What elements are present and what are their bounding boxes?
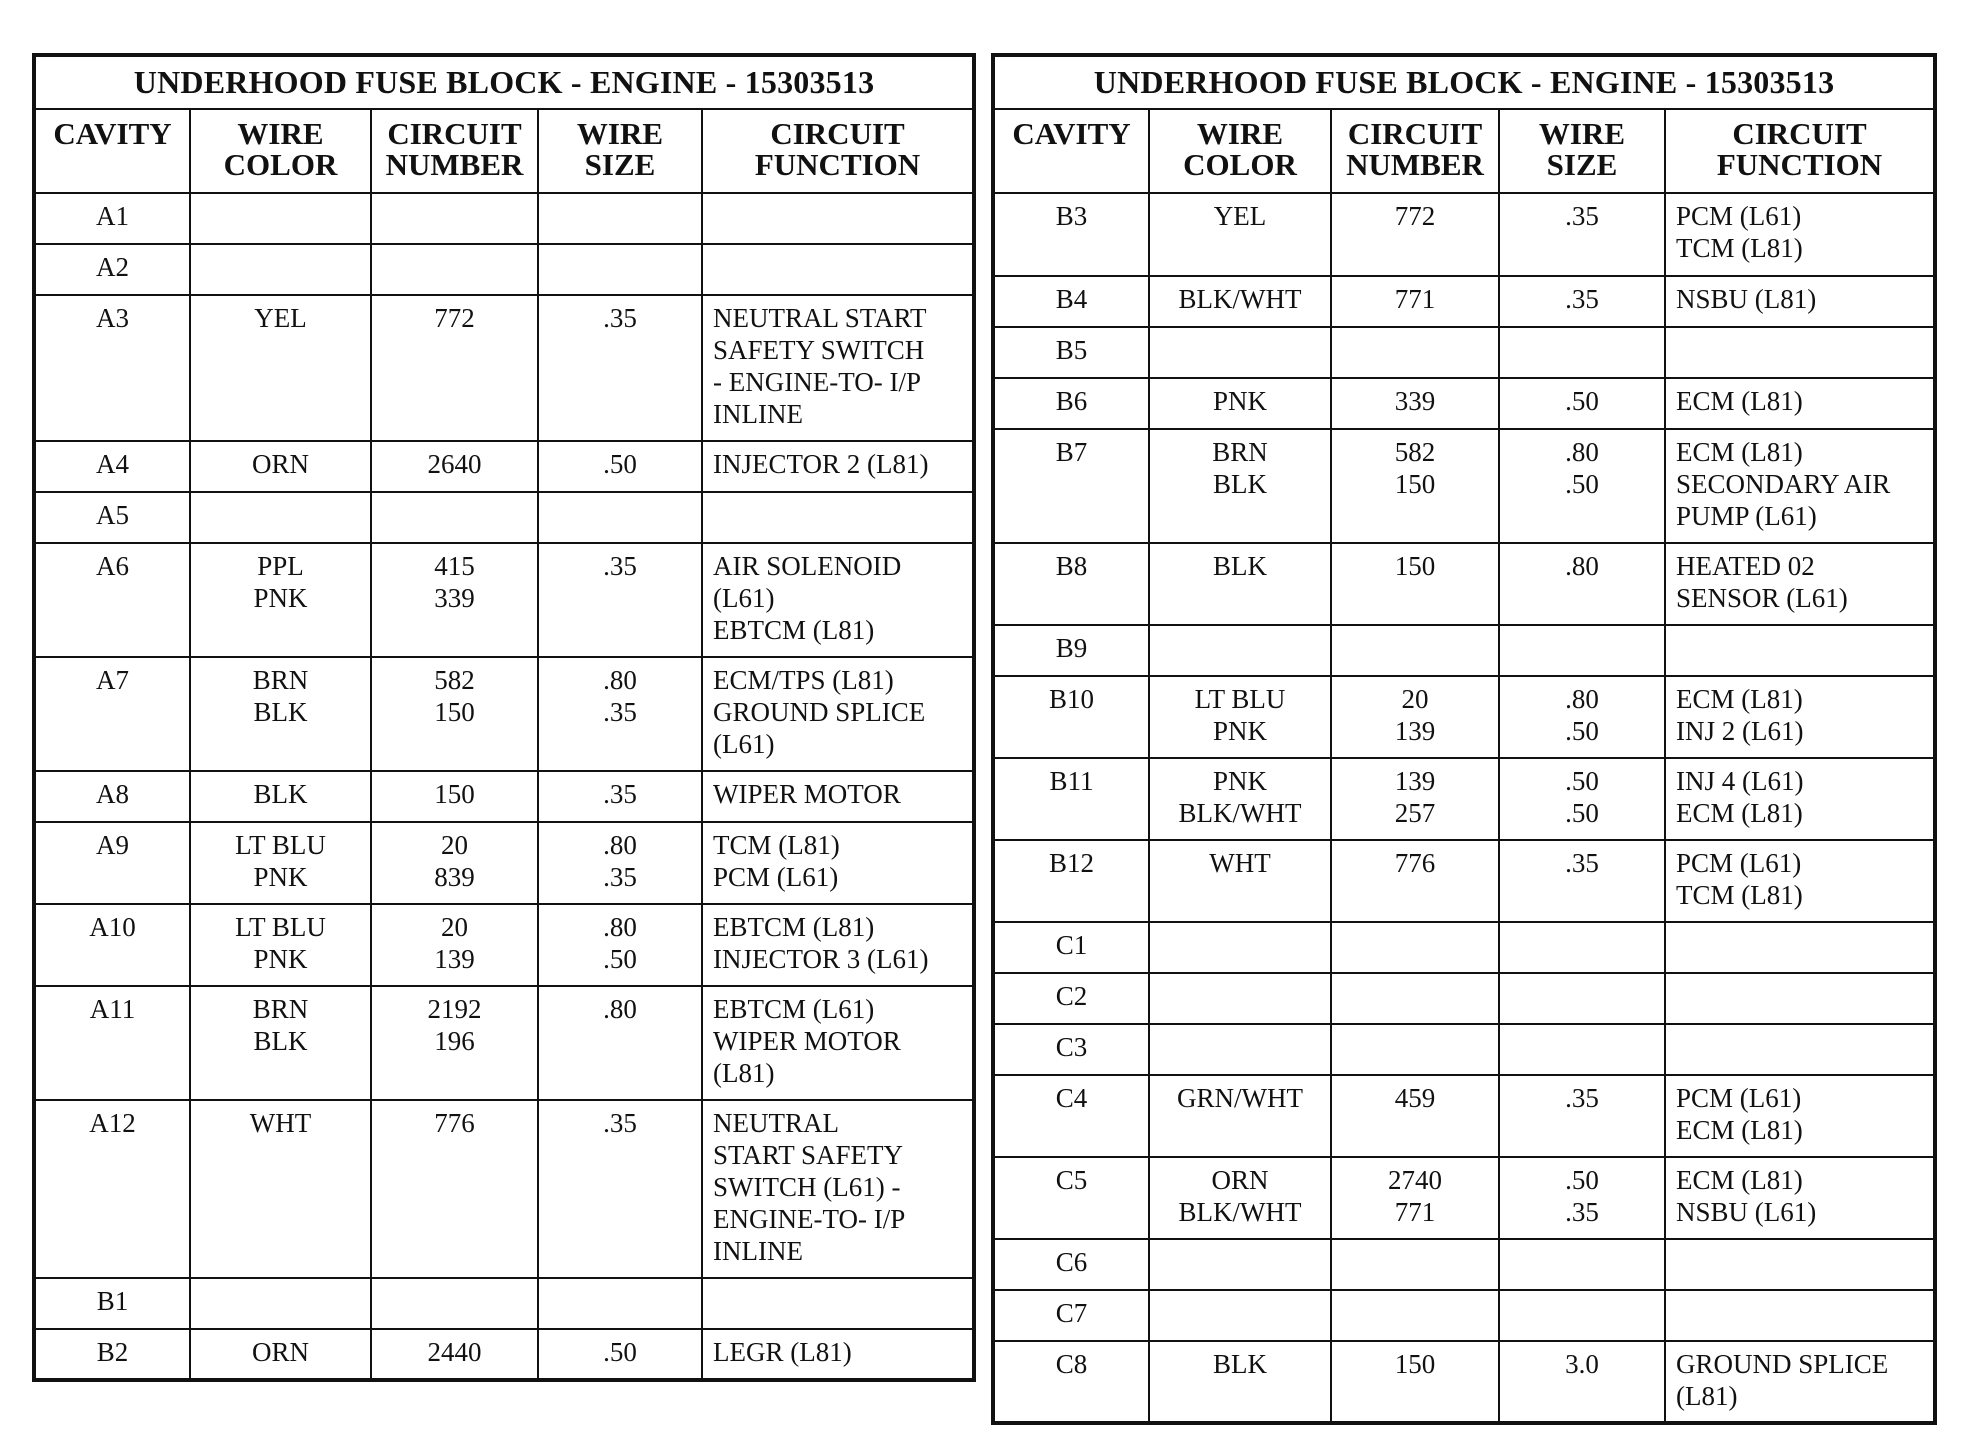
circuit-function-cell <box>702 244 974 295</box>
table-row <box>34 986 974 1100</box>
wire-size-cell: .35 <box>1499 1075 1665 1157</box>
wire-color-cell <box>190 492 371 543</box>
header-wire-size: WIRE SIZE <box>538 109 702 193</box>
wire-color-cell: PPL PNK <box>190 543 371 657</box>
circuit-function-cell: TCM (L81) PCM (L61) <box>702 822 974 904</box>
table-row <box>993 378 1935 429</box>
table-row <box>993 625 1935 676</box>
fuse-block-table-right <box>991 53 1937 1425</box>
wire-color-cell: LT BLU PNK <box>190 822 371 904</box>
circuit-number-cell: 776 <box>371 1100 538 1278</box>
cavity-cell: A10 <box>34 904 190 986</box>
table-row <box>993 1024 1935 1075</box>
table-title: UNDERHOOD FUSE BLOCK - ENGINE - 15303513 <box>993 55 1935 109</box>
circuit-function-cell: EBTCM (L61) WIPER MOTOR (L81) <box>702 986 974 1100</box>
cavity-cell: B7 <box>993 429 1149 543</box>
wire-size-cell <box>538 492 702 543</box>
circuit-number-cell: 139 257 <box>1331 758 1499 840</box>
circuit-function-cell: INJECTOR 2 (L81) <box>702 441 974 492</box>
table-row <box>993 543 1935 625</box>
table-row <box>34 822 974 904</box>
wire-size-cell: .50 <box>538 441 702 492</box>
table-row <box>993 1157 1935 1239</box>
wire-size-cell <box>1499 625 1665 676</box>
cavity-cell: A11 <box>34 986 190 1100</box>
table-row <box>34 295 974 441</box>
circuit-number-cell <box>1331 1024 1499 1075</box>
cavity-cell: A4 <box>34 441 190 492</box>
cavity-cell: B9 <box>993 625 1149 676</box>
circuit-function-cell <box>1665 1024 1935 1075</box>
table-row <box>993 1341 1935 1423</box>
cavity-cell: B3 <box>993 193 1149 276</box>
circuit-number-cell <box>371 492 538 543</box>
circuit-function-cell <box>1665 327 1935 378</box>
wire-color-cell: WHT <box>1149 840 1331 922</box>
wire-color-cell: ORN <box>190 441 371 492</box>
cavity-cell: B2 <box>34 1329 190 1380</box>
circuit-number-cell: 150 <box>1331 1341 1499 1423</box>
circuit-number-cell: 339 <box>1331 378 1499 429</box>
wire-color-cell: WHT <box>190 1100 371 1278</box>
wire-size-cell <box>1499 922 1665 973</box>
wire-size-cell: .80 .50 <box>538 904 702 986</box>
wire-size-cell: .35 <box>1499 193 1665 276</box>
table-row <box>993 973 1935 1024</box>
table-row <box>34 492 974 543</box>
circuit-function-cell: ECM (L81) NSBU (L61) <box>1665 1157 1935 1239</box>
table-row <box>993 922 1935 973</box>
wire-color-cell <box>1149 1290 1331 1341</box>
circuit-number-cell <box>371 193 538 244</box>
circuit-number-cell <box>1331 1239 1499 1290</box>
wire-size-cell: .35 <box>1499 276 1665 327</box>
table-row <box>993 676 1935 758</box>
wire-size-cell: .80 <box>1499 543 1665 625</box>
circuit-number-cell <box>1331 922 1499 973</box>
cavity-cell: B4 <box>993 276 1149 327</box>
circuit-number-cell <box>1331 625 1499 676</box>
wire-size-cell <box>1499 973 1665 1024</box>
table-header-row <box>34 109 974 193</box>
wire-size-cell <box>1499 1239 1665 1290</box>
wire-color-cell: LT BLU PNK <box>190 904 371 986</box>
cavity-cell: A12 <box>34 1100 190 1278</box>
circuit-function-cell: NEUTRAL START SAFETY SWITCH (L61) - ENGINE-TO- I/P INLINE <box>702 1100 974 1278</box>
table-row <box>34 771 974 822</box>
wire-size-cell: .80 .35 <box>538 822 702 904</box>
wire-size-cell: .80 .50 <box>1499 676 1665 758</box>
wire-color-cell: PNK BLK/WHT <box>1149 758 1331 840</box>
wire-color-cell: BRN BLK <box>190 986 371 1100</box>
table-row <box>34 904 974 986</box>
wire-size-cell: .50 <box>1499 378 1665 429</box>
wire-size-cell <box>538 1278 702 1329</box>
circuit-function-cell: WIPER MOTOR <box>702 771 974 822</box>
circuit-function-cell <box>1665 625 1935 676</box>
wire-size-cell: .80 <box>538 986 702 1100</box>
wire-size-cell: .35 <box>538 295 702 441</box>
circuit-number-cell: 20 839 <box>371 822 538 904</box>
header-wire-color: WIRE COLOR <box>1149 109 1331 193</box>
circuit-function-cell: GROUND SPLICE (L81) <box>1665 1341 1935 1423</box>
cavity-cell: C5 <box>993 1157 1149 1239</box>
wire-color-cell: YEL <box>190 295 371 441</box>
table-row <box>34 543 974 657</box>
circuit-function-cell: PCM (L61) TCM (L81) <box>1665 193 1935 276</box>
cavity-cell: C6 <box>993 1239 1149 1290</box>
wire-color-cell <box>190 1278 371 1329</box>
circuit-number-cell <box>371 1278 538 1329</box>
circuit-function-cell <box>1665 973 1935 1024</box>
cavity-cell: A8 <box>34 771 190 822</box>
wire-color-cell: BRN BLK <box>190 657 371 771</box>
header-wire-size: WIRE SIZE <box>1499 109 1665 193</box>
table-row <box>34 1278 974 1329</box>
wire-color-cell <box>190 193 371 244</box>
wire-size-cell <box>1499 327 1665 378</box>
table-row <box>993 758 1935 840</box>
table-row <box>993 1290 1935 1341</box>
table-title-row <box>34 55 974 109</box>
wire-color-cell: BLK <box>190 771 371 822</box>
table-row <box>34 1100 974 1278</box>
wire-size-cell: .35 <box>538 1100 702 1278</box>
wire-size-cell: .50 <box>538 1329 702 1380</box>
cavity-cell: C1 <box>993 922 1149 973</box>
circuit-function-cell: LEGR (L81) <box>702 1329 974 1380</box>
wire-size-cell: .50 .50 <box>1499 758 1665 840</box>
wire-color-cell: BLK <box>1149 543 1331 625</box>
circuit-function-cell <box>1665 922 1935 973</box>
wire-color-cell: BLK/WHT <box>1149 276 1331 327</box>
cavity-cell: B1 <box>34 1278 190 1329</box>
circuit-number-cell: 772 <box>1331 193 1499 276</box>
circuit-function-cell <box>702 492 974 543</box>
table-row <box>34 193 974 244</box>
wire-color-cell <box>1149 922 1331 973</box>
cavity-cell: A9 <box>34 822 190 904</box>
circuit-function-cell <box>1665 1239 1935 1290</box>
table-row <box>993 1075 1935 1157</box>
circuit-number-cell: 20 139 <box>371 904 538 986</box>
circuit-number-cell <box>1331 1290 1499 1341</box>
wire-color-cell <box>1149 1024 1331 1075</box>
table-row <box>993 327 1935 378</box>
cavity-cell: C4 <box>993 1075 1149 1157</box>
circuit-function-cell: PCM (L61) TCM (L81) <box>1665 840 1935 922</box>
cavity-cell: C3 <box>993 1024 1149 1075</box>
table-row <box>993 840 1935 922</box>
cavity-cell: C7 <box>993 1290 1149 1341</box>
table-body <box>34 193 974 1380</box>
circuit-number-cell: 415 339 <box>371 543 538 657</box>
cavity-cell: A3 <box>34 295 190 441</box>
header-circuit-number: CIRCUIT NUMBER <box>1331 109 1499 193</box>
wire-size-cell: .35 <box>1499 840 1665 922</box>
circuit-function-cell: EBTCM (L81) INJECTOR 3 (L61) <box>702 904 974 986</box>
circuit-number-cell: 771 <box>1331 276 1499 327</box>
table-title-row <box>993 55 1935 109</box>
circuit-number-cell <box>371 244 538 295</box>
circuit-number-cell: 2440 <box>371 1329 538 1380</box>
header-wire-color: WIRE COLOR <box>190 109 371 193</box>
circuit-function-cell: NSBU (L81) <box>1665 276 1935 327</box>
header-cavity: CAVITY <box>34 109 190 193</box>
cavity-cell: A5 <box>34 492 190 543</box>
circuit-function-cell: NEUTRAL START SAFETY SWITCH - ENGINE-TO- I/P INLINE <box>702 295 974 441</box>
wire-size-cell <box>1499 1290 1665 1341</box>
wire-size-cell: 3.0 <box>1499 1341 1665 1423</box>
cavity-cell: A7 <box>34 657 190 771</box>
circuit-function-cell: HEATED 02 SENSOR (L61) <box>1665 543 1935 625</box>
cavity-cell: B8 <box>993 543 1149 625</box>
circuit-number-cell: 582 150 <box>371 657 538 771</box>
table-body <box>993 193 1935 1423</box>
circuit-function-cell: ECM (L81) INJ 2 (L61) <box>1665 676 1935 758</box>
table-row <box>993 1239 1935 1290</box>
circuit-number-cell <box>1331 973 1499 1024</box>
cavity-cell: A1 <box>34 193 190 244</box>
wire-size-cell: .80 .35 <box>538 657 702 771</box>
header-cavity: CAVITY <box>993 109 1149 193</box>
wire-color-cell <box>1149 327 1331 378</box>
circuit-function-cell: ECM (L81) <box>1665 378 1935 429</box>
circuit-function-cell: ECM (L81) SECONDARY AIR PUMP (L61) <box>1665 429 1935 543</box>
table-row <box>34 657 974 771</box>
header-circuit-function: CIRCUIT FUNCTION <box>1665 109 1935 193</box>
circuit-number-cell: 582 150 <box>1331 429 1499 543</box>
cavity-cell: A2 <box>34 244 190 295</box>
header-circuit-number: CIRCUIT NUMBER <box>371 109 538 193</box>
wire-size-cell <box>538 244 702 295</box>
circuit-function-cell: INJ 4 (L61) ECM (L81) <box>1665 758 1935 840</box>
cavity-cell: B5 <box>993 327 1149 378</box>
circuit-function-cell <box>1665 1290 1935 1341</box>
table-row <box>34 1329 974 1380</box>
circuit-number-cell: 2192 196 <box>371 986 538 1100</box>
wire-color-cell: BLK <box>1149 1341 1331 1423</box>
circuit-number-cell <box>1331 327 1499 378</box>
cavity-cell: B12 <box>993 840 1149 922</box>
wire-size-cell: .35 <box>538 771 702 822</box>
circuit-number-cell: 776 <box>1331 840 1499 922</box>
circuit-function-cell <box>702 1278 974 1329</box>
wire-color-cell <box>190 244 371 295</box>
circuit-number-cell: 2640 <box>371 441 538 492</box>
circuit-number-cell: 772 <box>371 295 538 441</box>
table-row <box>993 276 1935 327</box>
circuit-number-cell: 459 <box>1331 1075 1499 1157</box>
wire-size-cell <box>1499 1024 1665 1075</box>
wire-color-cell <box>1149 973 1331 1024</box>
wire-size-cell: .80 .50 <box>1499 429 1665 543</box>
cavity-cell: B6 <box>993 378 1149 429</box>
header-circuit-function: CIRCUIT FUNCTION <box>702 109 974 193</box>
wire-color-cell: ORN BLK/WHT <box>1149 1157 1331 1239</box>
circuit-function-cell <box>702 193 974 244</box>
wire-color-cell: LT BLU PNK <box>1149 676 1331 758</box>
wire-color-cell <box>1149 625 1331 676</box>
wire-color-cell: GRN/WHT <box>1149 1075 1331 1157</box>
cavity-cell: B10 <box>993 676 1149 758</box>
table-row <box>993 193 1935 276</box>
cavity-cell: C2 <box>993 973 1149 1024</box>
circuit-function-cell: AIR SOLENOID (L61) EBTCM (L81) <box>702 543 974 657</box>
table-row <box>34 441 974 492</box>
cavity-cell: C8 <box>993 1341 1149 1423</box>
table-row <box>993 429 1935 543</box>
wire-color-cell: BRN BLK <box>1149 429 1331 543</box>
cavity-cell: B11 <box>993 758 1149 840</box>
wire-color-cell: YEL <box>1149 193 1331 276</box>
circuit-number-cell: 20 139 <box>1331 676 1499 758</box>
wire-size-cell <box>538 193 702 244</box>
circuit-number-cell: 150 <box>1331 543 1499 625</box>
fuse-block-table-left <box>32 53 976 1382</box>
wire-color-cell <box>1149 1239 1331 1290</box>
wire-color-cell: ORN <box>190 1329 371 1380</box>
cavity-cell: A6 <box>34 543 190 657</box>
wire-size-cell: .50 .35 <box>1499 1157 1665 1239</box>
circuit-function-cell: ECM/TPS (L81) GROUND SPLICE (L61) <box>702 657 974 771</box>
circuit-number-cell: 2740 771 <box>1331 1157 1499 1239</box>
table-header-row <box>993 109 1935 193</box>
table-title: UNDERHOOD FUSE BLOCK - ENGINE - 15303513 <box>34 55 974 109</box>
circuit-function-cell: PCM (L61) ECM (L81) <box>1665 1075 1935 1157</box>
circuit-number-cell: 150 <box>371 771 538 822</box>
wire-color-cell: PNK <box>1149 378 1331 429</box>
wire-size-cell: .35 <box>538 543 702 657</box>
table-row <box>34 244 974 295</box>
